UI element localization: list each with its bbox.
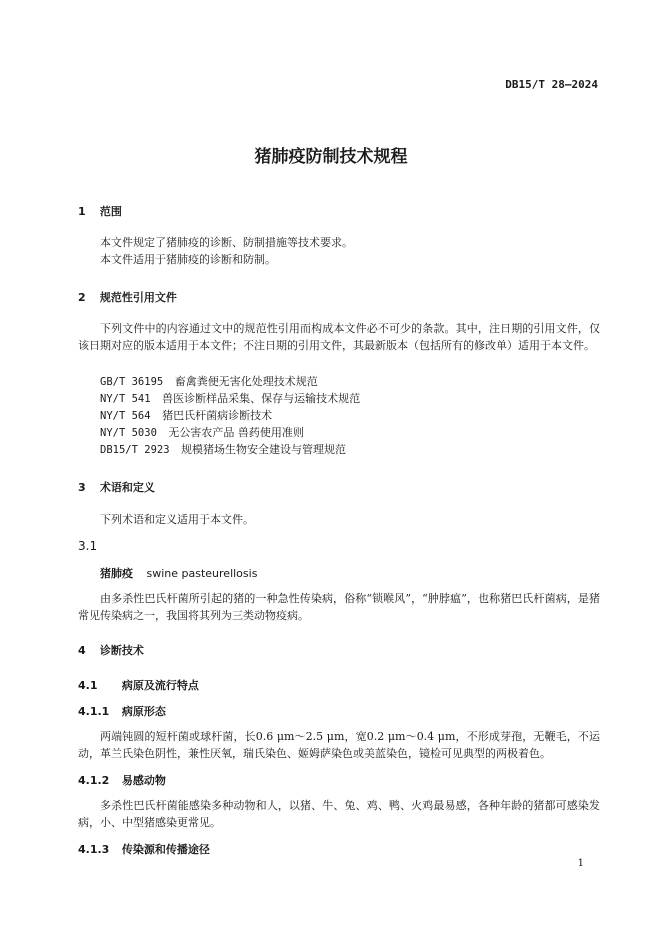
term-english: swine pasteurellosis [146, 567, 258, 580]
section-title: 范围 [99, 205, 122, 218]
subsection-4-1-heading [78, 677, 199, 693]
reference-name: 无公害农产品 兽药使用准则 [168, 426, 304, 439]
subsection-4-1-3-heading [78, 841, 210, 857]
reference-name: 猪巴氏杆菌病诊断技术 [162, 409, 273, 422]
reference-code: NY/T 564 [100, 410, 151, 422]
standard-number: DB15/T 28—2024 [505, 78, 598, 91]
section-number: 4 [78, 644, 86, 657]
subsection-title: 易感动物 [121, 774, 166, 787]
reference-item [100, 373, 318, 389]
reference-name: 兽医诊断样品采集、保存与运输技术规范 [162, 392, 361, 405]
term-chinese: 猪肺疫 [100, 567, 133, 580]
reference-name: 规模猪场生物安全建设与管理规范 [181, 443, 347, 456]
page-number: 1 [577, 858, 584, 869]
reference-name: 畜禽粪便无害化处理技术规范 [174, 375, 318, 388]
reference-item [100, 441, 346, 457]
susceptible-animals-paragraph: 多杀性巴氏杆菌能感染多种动物和人，以猪、牛、兔、鸡、鸭、火鸡最易感，各种年龄的猪都可感染发病，小、中型猪感染更常见。 [78, 799, 600, 829]
reference-item [100, 390, 360, 406]
section-title: 规范性引用文件 [99, 291, 177, 304]
section-title: 诊断技术 [99, 644, 144, 657]
section-2-heading [78, 289, 177, 305]
reference-code: DB15/T 2923 [100, 444, 170, 456]
subsection-number: 4.1.3 [78, 843, 110, 856]
subsection-title: 病原形态 [121, 705, 166, 718]
section-number: 1 [78, 205, 86, 218]
subsection-number: 4.1.2 [78, 774, 110, 787]
term-definition: 由多杀性巴氏杆菌所引起的猪的一种急性传染病，俗称“锁喉风”，“肿脖瘟”，也称猪巴氏杆菌病，是猪常见传染病之一，我国将其列为三类动物疫病。 [78, 592, 600, 622]
scope-paragraph-2: 本文件适用于猪肺疫的诊断和防制。 [100, 253, 276, 266]
reference-item [100, 424, 304, 440]
reference-item [100, 407, 272, 423]
section-1-heading [78, 203, 122, 219]
section-3-heading [78, 479, 155, 495]
subsection-number: 4.1.1 [78, 705, 110, 718]
reference-code: NY/T 5030 [100, 427, 157, 439]
terms-intro: 下列术语和定义适用于本文件。 [100, 513, 254, 526]
pathogen-morphology-paragraph: 两端钝圆的短杆菌或球杆菌，长0.6 μm～2.5 μm，宽0.2 μm～0.4 μm，不形成芽孢，无鞭毛，不运动，革兰氏染色阴性，兼性厌氧，瑞氏染色、姬姆萨染色或美蓝染色，镜检可见典型的两极着色。 [78, 730, 600, 760]
subsection-4-1-1-heading [78, 703, 166, 719]
term-entry [100, 565, 257, 581]
subsection-4-1-2-heading [78, 772, 166, 788]
section-4-heading [78, 642, 144, 658]
section-number: 2 [78, 291, 86, 304]
subsection-title: 病原及流行特点 [121, 679, 199, 692]
subsection-title: 传染源和传播途径 [121, 843, 210, 856]
section-number: 3 [78, 481, 86, 494]
document-title: 猪肺疫防制技术规程 [254, 147, 408, 167]
reference-code: NY/T 541 [100, 393, 151, 405]
references-intro: 下列文件中的内容通过文中的规范性引用而构成本文件必不可少的条款。其中，注日期的引用文件，仅该日期对应的版本适用于本文件；不注日期的引用文件，其最新版本（包括所有的修改单）适用于本文件。 [78, 322, 600, 352]
section-title: 术语和定义 [99, 481, 155, 494]
term-number: 3.1 [78, 539, 98, 553]
scope-paragraph-1: 本文件规定了猪肺疫的诊断、防制措施等技术要求。 [100, 236, 353, 249]
reference-code: GB/T 36195 [100, 376, 164, 388]
subsection-number: 4.1 [78, 679, 98, 692]
